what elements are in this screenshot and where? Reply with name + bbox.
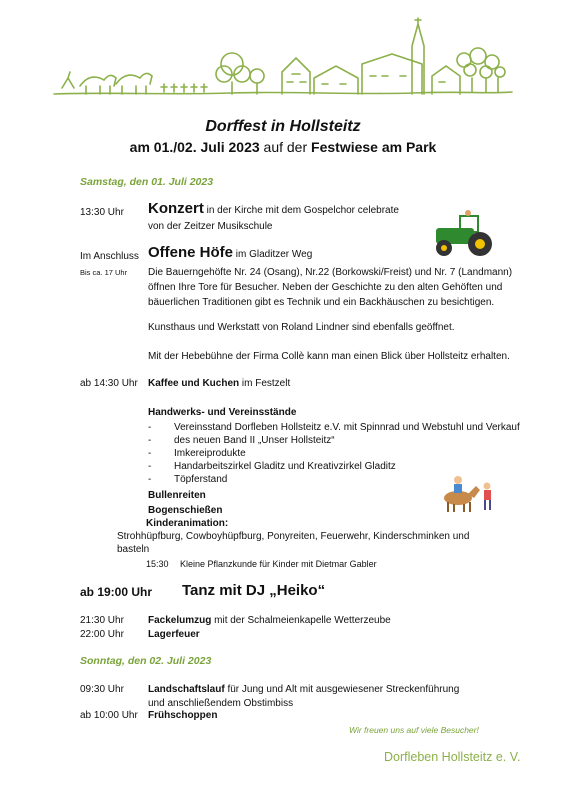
torch-line: Fackelumzug mit der Schalmeienkapelle Wetterzeube: [148, 615, 391, 626]
list-item: - Vereinsstand Dorfleben Hollsteitz e.V. mit Spinnrad und Webstuhl und Verkauf: [148, 421, 520, 434]
kids-line2: basteln: [117, 544, 150, 555]
run-line: Landschaftslauf für Jung und Alt mit ausgewiesener Streckenführung: [148, 684, 460, 695]
open-yards-note2: Mit der Hebebühne der Firma Collè kann man einen Blick über Hollsteitz erhalten.: [148, 351, 510, 362]
coffee-time: ab 14:30 Uhr: [80, 378, 138, 389]
open-yards-line-2: öffnen Ihre Tore für Besucher. Neben der Geschichte zu den alten Gehöften und: [148, 282, 503, 293]
fire-time: 22:00 Uhr: [80, 629, 124, 640]
concert-line1: Konzert in der Kirche mit dem Gospelchor celebrate: [148, 200, 399, 217]
torch-time: 21:30 Uhr: [80, 615, 124, 626]
list-item: - Töpferstand: [148, 473, 520, 486]
coffee-line: Kaffee und Kuchen im Festzelt: [148, 378, 291, 389]
pony-line: Bullenreiten: [148, 490, 206, 501]
open-yards-time: Im Anschluss: [80, 251, 139, 262]
concert-time: 13:30 Uhr: [80, 207, 124, 218]
thanks-note: Wir freuen uns auf viele Besucher!: [349, 725, 479, 735]
list-item: - Handarbeitszirkel Gladitz und Kreativzirkel Gladitz: [148, 460, 520, 473]
open-yards-until: Bis ca. 17 Uhr: [80, 268, 128, 277]
kids-title: Kinderanimation:: [146, 518, 229, 529]
stands-title: Handwerks- und Vereinsstände: [148, 407, 297, 418]
brunch-time: ab 10:00 Uhr: [80, 710, 138, 721]
list-item-cont: - des neuen Band II „Unser Hollsteitz“: [148, 434, 520, 447]
list-item: - Imkereiprodukte: [148, 447, 520, 460]
day2-heading: Sonntag, den 02. Juli 2023: [80, 655, 212, 667]
tractor-icon: [430, 210, 496, 260]
village-banner: [52, 16, 514, 104]
open-yards-line-3: bäuerlichen Traditionen gibt es Technik und ein Backhäuschen zu besichtigen.: [148, 297, 495, 308]
pony-ride-icon: [432, 472, 496, 514]
day1-heading: Samstag, den 01. Juli 2023: [80, 176, 214, 188]
dance-time: ab 19:00 Uhr: [80, 585, 153, 599]
brunch-title: Frühschoppen: [148, 710, 218, 721]
organization-name: Dorfleben Hollsteitz e. V.: [384, 750, 521, 764]
archery-line: Bogenschießen: [148, 505, 223, 516]
page-subtitle: am 01./02. Juli 2023 auf der Festwiese am Park: [129, 139, 437, 155]
open-yards-title: Offene Höfe im Gladitzer Weg: [148, 244, 313, 261]
dance-title: Tanz mit DJ „Heiko“: [182, 582, 326, 599]
run-line2: und anschließendem Obstimbiss: [148, 698, 294, 709]
concert-line2: von der Zeitzer Musikschule: [148, 221, 273, 232]
open-yards-line-1: Die Bauerngehöfte Nr. 24 (Osang), Nr.22 (Borkowski/Freist) und Nr. 7 (Landmann): [148, 267, 513, 278]
plant-time: 15:30: [146, 559, 169, 569]
page-title: Dorffest in Hollsteitz: [205, 118, 361, 135]
run-time: 09:30 Uhr: [80, 684, 124, 695]
fire-title: Lagerfeuer: [148, 629, 200, 640]
plant-text: Kleine Pflanzkunde für Kinder mit Dietmar Gabler: [180, 559, 377, 569]
open-yards-note1: Kunsthaus und Werkstatt von Roland Lindner sind ebenfalls geöffnet.: [148, 322, 455, 333]
kids-line1: Strohhüpfburg, Cowboyhüpfburg, Ponyreiten, Feuerwehr, Kinderschminken und: [117, 531, 470, 542]
